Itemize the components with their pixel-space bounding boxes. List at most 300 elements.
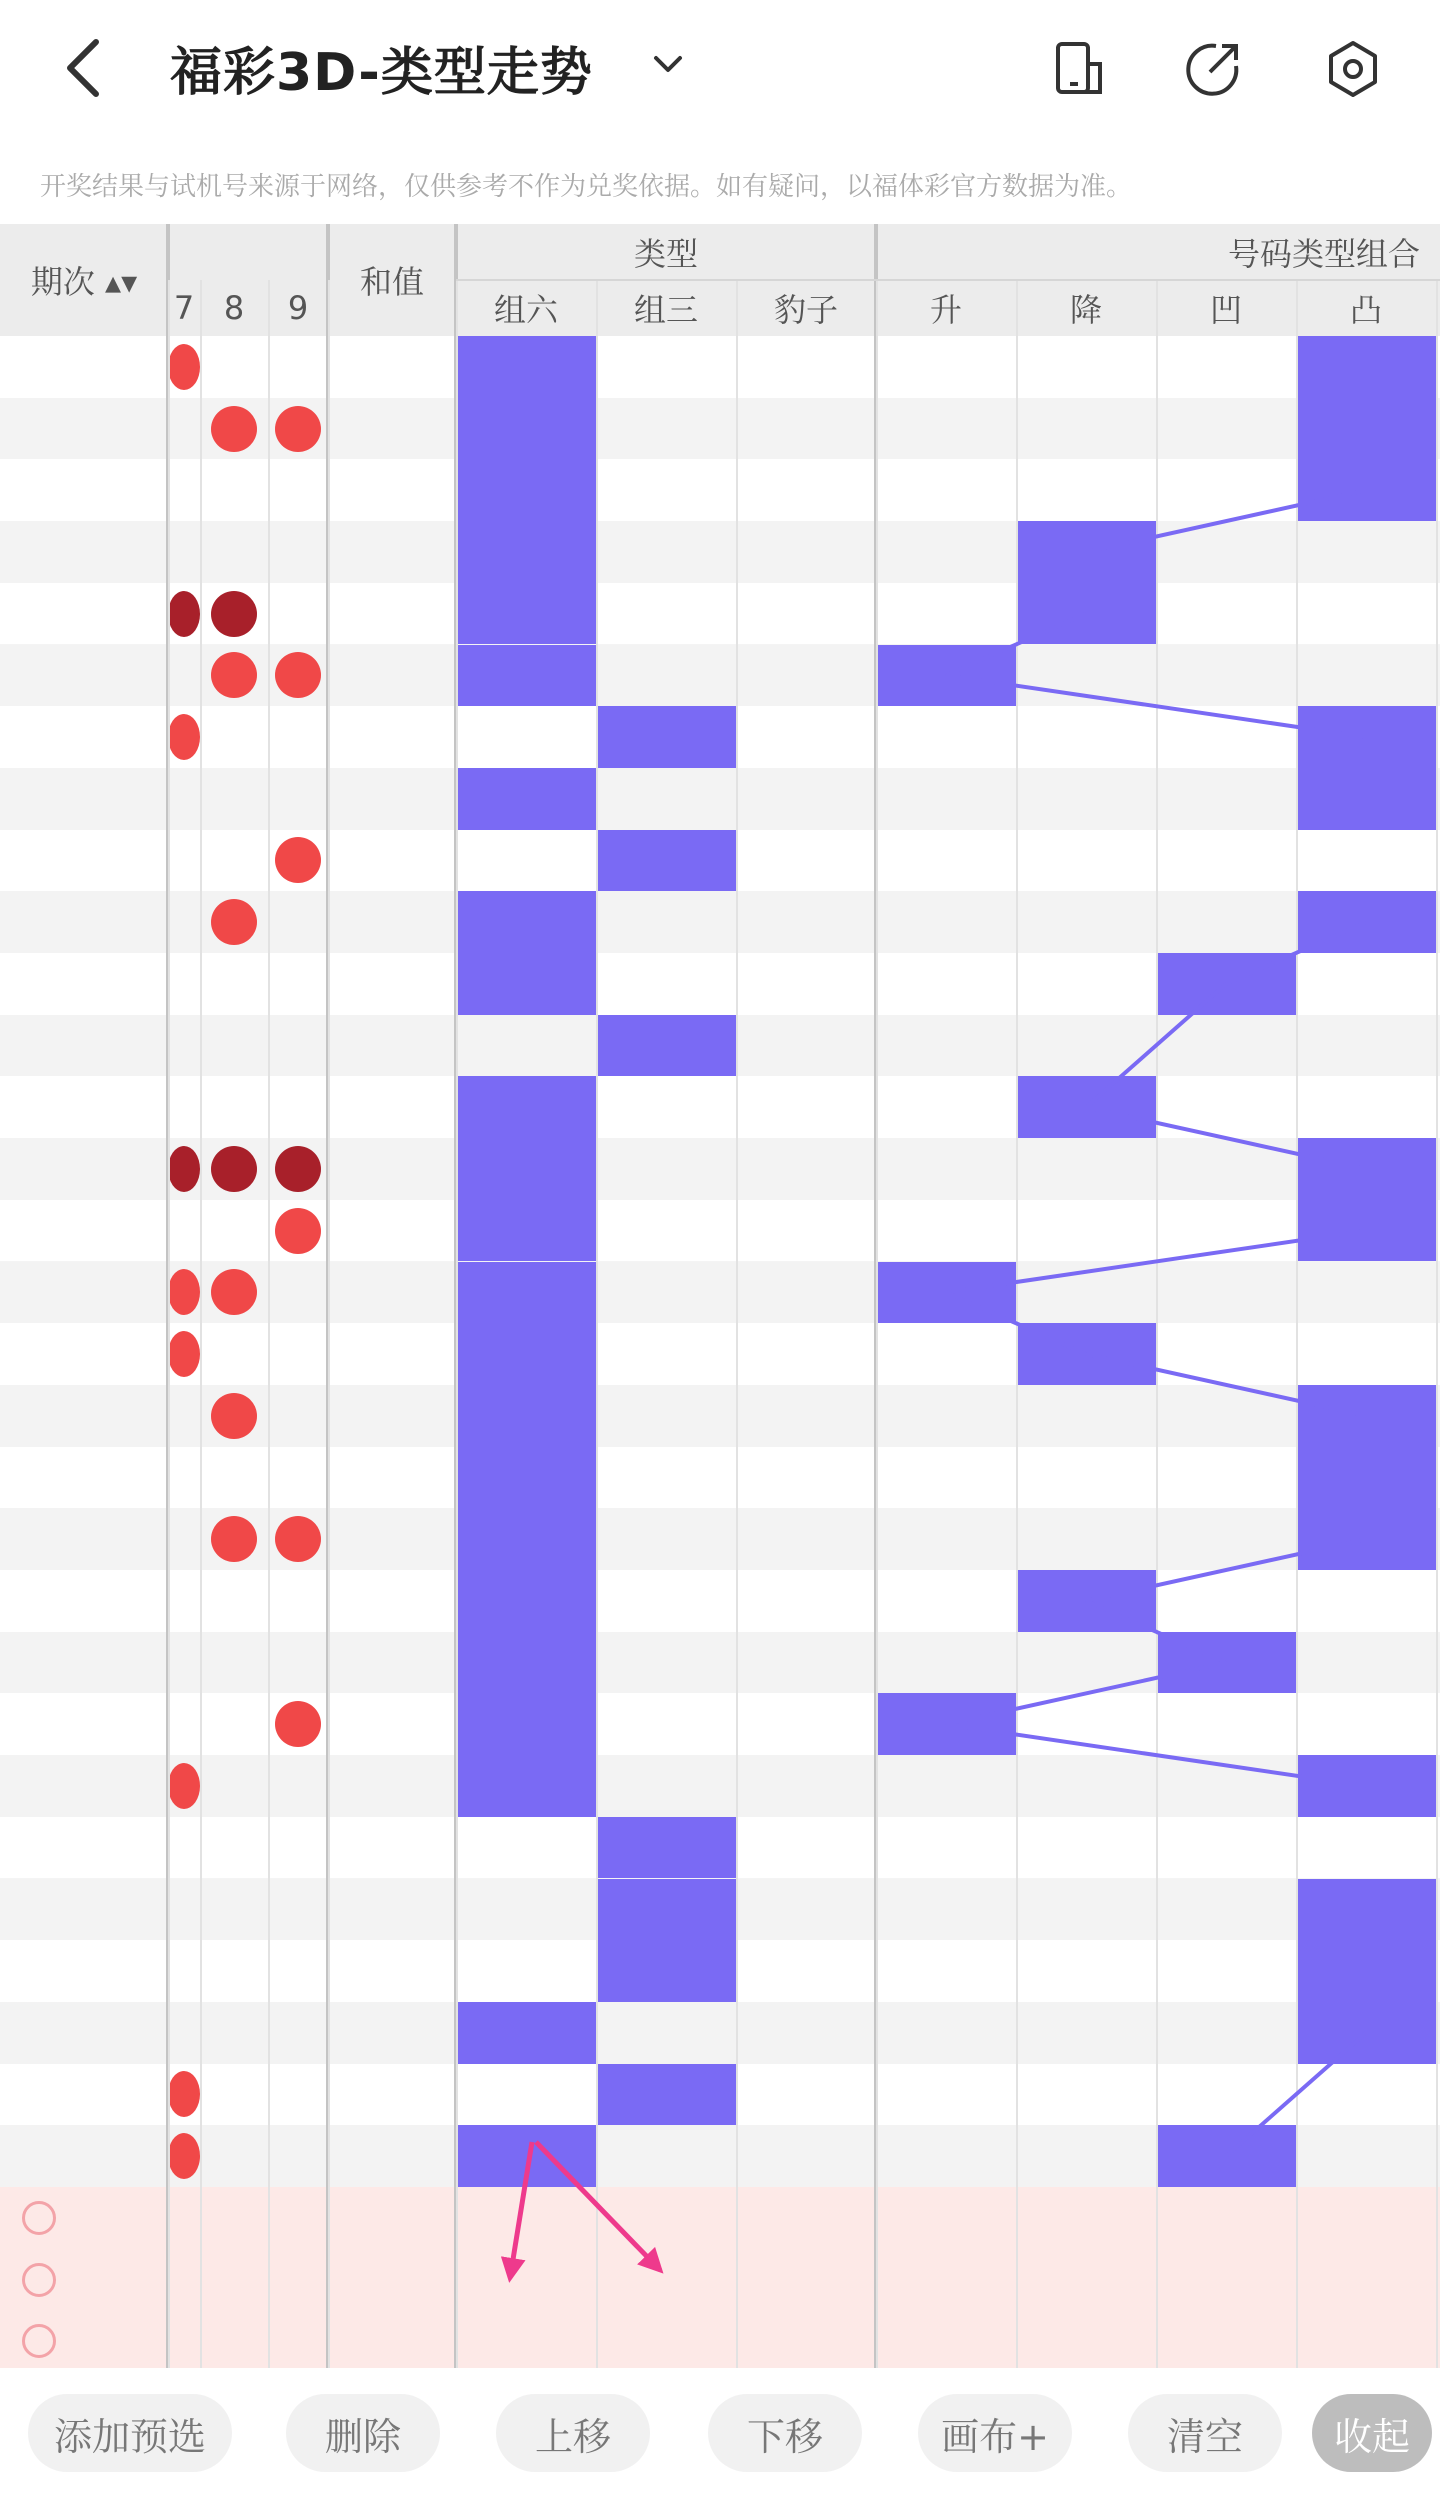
cell-tb: [736, 1879, 876, 1941]
cell-t3: [596, 2002, 736, 2064]
cell-ao: [1156, 1323, 1296, 1385]
cell-t3: [596, 398, 736, 460]
cell-tb: [736, 1817, 876, 1879]
cell-up: [876, 2125, 1016, 2187]
pick-option-d8[interactable]: [200, 2187, 268, 2249]
cell-dn: [1016, 645, 1156, 707]
pick-option-tu[interactable]: [1296, 2187, 1436, 2249]
cell-sum: [328, 2064, 456, 2126]
cell-ao: [1156, 521, 1296, 583]
cell-tu: [1296, 1817, 1436, 1879]
clear-button[interactable]: 清空: [1128, 2394, 1282, 2472]
cell-tb: [736, 1138, 876, 1200]
cell-p: [0, 1940, 168, 2002]
pick-option-t6[interactable]: [456, 2310, 596, 2372]
cell-ao: [1156, 645, 1296, 707]
cell-t3: [596, 1508, 736, 1570]
cell-d9: [268, 2125, 328, 2187]
cell-d8: [200, 2064, 268, 2126]
pick-option-dn[interactable]: [1016, 2310, 1156, 2372]
pick-option-sum[interactable]: [328, 2310, 456, 2372]
cell-divider: [1016, 280, 1018, 2368]
cell-d9: [268, 706, 328, 768]
cell-dn: [1016, 2125, 1156, 2187]
cell-d7: [168, 891, 200, 953]
cell-up: [876, 1323, 1016, 1385]
cell-t6: [456, 2002, 596, 2064]
cell-divider: [456, 280, 458, 2368]
cell-tu: [1296, 1385, 1436, 1447]
header-divider: [456, 279, 1440, 281]
radio-circle-icon[interactable]: [22, 2201, 56, 2235]
cell-p: [0, 1076, 168, 1138]
cell-d7: [168, 1632, 200, 1694]
cell-up: [876, 1817, 1016, 1879]
cell-t3: [596, 1570, 736, 1632]
cell-t3: [596, 1323, 736, 1385]
cell-ao: [1156, 459, 1296, 521]
cell-t6: [456, 1632, 596, 1694]
cell-p: [0, 583, 168, 645]
cell-up: [876, 521, 1016, 583]
pick-option-t3[interactable]: [596, 2187, 736, 2249]
device-icon[interactable]: [1048, 38, 1110, 100]
cell-ao: [1156, 1940, 1296, 2002]
cell-sum: [328, 891, 456, 953]
cell-d7: [168, 2002, 200, 2064]
cell-divider: [1156, 280, 1158, 2368]
pick-option-d9[interactable]: [268, 2187, 328, 2249]
ball-number: [275, 406, 321, 452]
ball-number: [275, 1516, 321, 1562]
page-title[interactable]: 福彩3D-类型走势: [170, 43, 593, 103]
cell-sum: [328, 953, 456, 1015]
cell-p: [0, 706, 168, 768]
cell-ao: [1156, 2064, 1296, 2126]
ball-number: [275, 1146, 321, 1192]
ball-number: [168, 344, 200, 390]
cell-tb: [736, 1508, 876, 1570]
cell-d9: [268, 830, 328, 892]
pick-option-d8[interactable]: [200, 2249, 268, 2311]
cell-d9: [268, 768, 328, 830]
cell-p: [0, 2002, 168, 2064]
cell-t6: [456, 583, 596, 645]
delete-button[interactable]: 删除: [286, 2394, 440, 2472]
cell-d9: [268, 645, 328, 707]
cell-t3: [596, 768, 736, 830]
cell-d9: [268, 398, 328, 460]
cell-t3: [596, 1385, 736, 1447]
back-arrow-icon[interactable]: [60, 38, 110, 98]
cell-d9: [268, 1076, 328, 1138]
cell-sum: [328, 1632, 456, 1694]
cell-t6: [456, 1755, 596, 1817]
cell-t3: [596, 521, 736, 583]
move-down-button[interactable]: 下移: [708, 2394, 862, 2472]
cell-d9: [268, 1755, 328, 1817]
cell-t3: [596, 830, 736, 892]
cell-d9: [268, 1693, 328, 1755]
pick-option-up[interactable]: [876, 2310, 1016, 2372]
cell-dn: [1016, 2064, 1156, 2126]
cell-d7: [168, 1755, 200, 1817]
cell-sum: [328, 1262, 456, 1324]
pick-option-tu[interactable]: [1296, 2310, 1436, 2372]
cell-d9: [268, 1879, 328, 1941]
pick-option-d7[interactable]: [168, 2249, 200, 2311]
disclaimer-notice: 开奖结果与试机号来源于网络，仅供参考不作为兑奖依据。如有疑问，以福体彩官方数据为准。: [40, 172, 1133, 202]
add-preselect-button[interactable]: 添加预选: [28, 2394, 232, 2472]
cell-d9: [268, 891, 328, 953]
cell-up: [876, 583, 1016, 645]
cell-sum: [328, 768, 456, 830]
cell-up: [876, 1879, 1016, 1941]
pick-option-ao[interactable]: [1156, 2310, 1296, 2372]
ball-number: [211, 1516, 257, 1562]
cell-tb: [736, 2125, 876, 2187]
combo-header: 升: [929, 291, 962, 329]
cell-d7: [168, 1879, 200, 1941]
cell-d7: [168, 1508, 200, 1570]
cell-dn: [1016, 830, 1156, 892]
cell-p: [0, 1447, 168, 1509]
cell-tu: [1296, 1940, 1436, 2002]
cell-tb: [736, 1570, 876, 1632]
cell-tb: [736, 1323, 876, 1385]
cell-sum: [328, 1015, 456, 1077]
pick-option-d8[interactable]: [200, 2310, 268, 2372]
cell-tb: [736, 706, 876, 768]
cell-tu: [1296, 1755, 1436, 1817]
combo-group-header: 号码类型组合: [1227, 235, 1420, 273]
cell-ao: [1156, 583, 1296, 645]
cell-t3: [596, 953, 736, 1015]
cell-ao: [1156, 336, 1296, 398]
chevron-down-icon[interactable]: [650, 46, 686, 82]
cell-p: [0, 1817, 168, 1879]
cell-dn: [1016, 1755, 1156, 1817]
cell-dn: [1016, 583, 1156, 645]
cell-tu: [1296, 1138, 1436, 1200]
cell-tu: [1296, 1262, 1436, 1324]
cell-tb: [736, 645, 876, 707]
pick-option-tb[interactable]: [736, 2310, 876, 2372]
cell-t3: [596, 1817, 736, 1879]
move-up-button[interactable]: 上移: [496, 2394, 650, 2472]
cell-tu: [1296, 1200, 1436, 1262]
cell-ao: [1156, 2002, 1296, 2064]
cell-up: [876, 459, 1016, 521]
cell-sum: [328, 1323, 456, 1385]
cell-tb: [736, 521, 876, 583]
cell-up: [876, 1262, 1016, 1324]
cell-d9: [268, 1138, 328, 1200]
cell-tu: [1296, 2125, 1436, 2187]
pick-option-ao[interactable]: [1156, 2249, 1296, 2311]
cell-t6: [456, 1940, 596, 2002]
sum-header: 和值: [359, 263, 424, 301]
cell-divider: [1436, 280, 1438, 2368]
canvas-plus-button[interactable]: 画布+: [918, 2394, 1072, 2472]
cell-d8: [200, 583, 268, 645]
cell-dn: [1016, 1508, 1156, 1570]
cell-tb: [736, 336, 876, 398]
cell-t3: [596, 1879, 736, 1941]
cell-d8: [200, 1755, 268, 1817]
cell-ao: [1156, 2125, 1296, 2187]
cell-tb: [736, 1632, 876, 1694]
cell-d7: [168, 953, 200, 1015]
digit-header-9: 9: [287, 289, 309, 327]
cell-d9: [268, 336, 328, 398]
cell-t3: [596, 1940, 736, 2002]
cell-p: [0, 1632, 168, 1694]
cell-up: [876, 1632, 1016, 1694]
cell-tu: [1296, 1879, 1436, 1941]
cell-d7: [168, 1138, 200, 1200]
cell-t6: [456, 1693, 596, 1755]
cell-d8: [200, 645, 268, 707]
cell-d8: [200, 1385, 268, 1447]
cell-sum: [328, 1138, 456, 1200]
cell-d8: [200, 1940, 268, 2002]
cell-ao: [1156, 1262, 1296, 1324]
cell-d9: [268, 1262, 328, 1324]
cell-tb: [736, 1200, 876, 1262]
cell-t3: [596, 583, 736, 645]
cell-sum: [328, 583, 456, 645]
radio-circle-icon[interactable]: [22, 2263, 56, 2297]
cell-sum: [328, 1940, 456, 2002]
cell-ao: [1156, 1138, 1296, 1200]
cell-d8: [200, 1632, 268, 1694]
type-header: 组六: [493, 291, 558, 329]
cell-tu: [1296, 706, 1436, 768]
cell-ao: [1156, 891, 1296, 953]
ball-number: [211, 899, 257, 945]
cell-dn: [1016, 1323, 1156, 1385]
cell-t6: [456, 1817, 596, 1879]
cell-d9: [268, 1940, 328, 2002]
cell-tu: [1296, 1447, 1436, 1509]
cell-sum: [328, 1200, 456, 1262]
cell-ao: [1156, 1755, 1296, 1817]
pick-option-dn[interactable]: [1016, 2249, 1156, 2311]
pick-option-d7[interactable]: [168, 2310, 200, 2372]
type-group-header: 类型: [633, 235, 698, 273]
cell-dn: [1016, 1262, 1156, 1324]
collapse-button[interactable]: 收起: [1312, 2394, 1432, 2472]
ball-number: [211, 406, 257, 452]
cell-dn: [1016, 521, 1156, 583]
cell-tb: [736, 1262, 876, 1324]
pick-option-tb[interactable]: [736, 2187, 876, 2249]
cell-up: [876, 1755, 1016, 1817]
cell-t6: [456, 2125, 596, 2187]
cell-ao: [1156, 1570, 1296, 1632]
cell-dn: [1016, 706, 1156, 768]
cell-sum: [328, 398, 456, 460]
cell-t6: [456, 459, 596, 521]
cell-sum: [328, 1385, 456, 1447]
cell-dn: [1016, 2002, 1156, 2064]
pick-option-d9[interactable]: [268, 2249, 328, 2311]
pick-option-up[interactable]: [876, 2249, 1016, 2311]
pick-option-t6[interactable]: [456, 2187, 596, 2249]
cell-p: [0, 336, 168, 398]
cell-p: [0, 953, 168, 1015]
ball-number: [211, 1393, 257, 1439]
cell-t6: [456, 398, 596, 460]
cell-d7: [168, 1200, 200, 1262]
cell-d7: [168, 1693, 200, 1755]
cell-t3: [596, 645, 736, 707]
cell-p: [0, 1693, 168, 1755]
cell-d9: [268, 2002, 328, 2064]
cell-dn: [1016, 459, 1156, 521]
cell-d7: [168, 583, 200, 645]
pick-row-label[interactable]: [0, 2249, 168, 2311]
ball-number: [168, 1331, 200, 1377]
cell-up: [876, 1447, 1016, 1509]
pick-option-tu[interactable]: [1296, 2249, 1436, 2311]
cell-tu: [1296, 459, 1436, 521]
cell-t6: [456, 891, 596, 953]
cell-divider: [328, 280, 330, 2368]
cell-t6: [456, 1570, 596, 1632]
cell-d8: [200, 1323, 268, 1385]
cell-tu: [1296, 1015, 1436, 1077]
cell-d8: [200, 1570, 268, 1632]
cell-d8: [200, 1262, 268, 1324]
ball-number: [168, 1269, 200, 1315]
cell-d8: [200, 768, 268, 830]
cell-t6: [456, 1447, 596, 1509]
cell-up: [876, 1200, 1016, 1262]
cell-ao: [1156, 1693, 1296, 1755]
cell-t6: [456, 336, 596, 398]
cell-t6: [456, 1138, 596, 1200]
cell-tu: [1296, 398, 1436, 460]
cell-t3: [596, 1076, 736, 1138]
cell-tb: [736, 891, 876, 953]
cell-tb: [736, 583, 876, 645]
cell-up: [876, 1076, 1016, 1138]
cell-t6: [456, 768, 596, 830]
pick-option-t6[interactable]: [456, 2249, 596, 2311]
cell-p: [0, 1323, 168, 1385]
cell-d7: [168, 1076, 200, 1138]
cell-ao: [1156, 1508, 1296, 1570]
trend-table: [0, 224, 1440, 2368]
cell-tb: [736, 459, 876, 521]
cell-tb: [736, 830, 876, 892]
ball-number: [168, 1146, 200, 1192]
cell-ao: [1156, 1632, 1296, 1694]
cell-t6: [456, 1879, 596, 1941]
ball-number: [168, 2071, 200, 2117]
cell-d9: [268, 583, 328, 645]
cell-p: [0, 459, 168, 521]
pick-option-dn[interactable]: [1016, 2187, 1156, 2249]
cell-up: [876, 830, 1016, 892]
cell-sum: [328, 1570, 456, 1632]
cell-dn: [1016, 1693, 1156, 1755]
cell-d7: [168, 398, 200, 460]
pick-row-label[interactable]: [0, 2310, 168, 2372]
cell-sum: [328, 1755, 456, 1817]
pick-option-d9[interactable]: [268, 2310, 328, 2372]
cell-up: [876, 706, 1016, 768]
pick-option-d7[interactable]: [168, 2187, 200, 2249]
digit-header-8: 8: [223, 289, 245, 327]
cell-ao: [1156, 1385, 1296, 1447]
cell-dn: [1016, 1817, 1156, 1879]
cell-tb: [736, 1940, 876, 2002]
pick-option-up[interactable]: [876, 2187, 1016, 2249]
cell-dn: [1016, 891, 1156, 953]
cell-divider: [1296, 280, 1298, 2368]
cell-up: [876, 891, 1016, 953]
cell-d7: [168, 645, 200, 707]
ball-number: [275, 1701, 321, 1747]
cell-dn: [1016, 1200, 1156, 1262]
cell-up: [876, 645, 1016, 707]
cell-tu: [1296, 1570, 1436, 1632]
cell-sum: [328, 1693, 456, 1755]
settings-icon[interactable]: [1322, 38, 1384, 100]
cell-t6: [456, 1262, 596, 1324]
cell-divider: [736, 280, 738, 2368]
pick-option-sum[interactable]: [328, 2249, 456, 2311]
pick-option-t3[interactable]: [596, 2249, 736, 2311]
ball-number: [168, 714, 200, 760]
share-icon[interactable]: [1182, 38, 1244, 100]
pick-option-ao[interactable]: [1156, 2187, 1296, 2249]
cell-up: [876, 2064, 1016, 2126]
pick-option-tb[interactable]: [736, 2249, 876, 2311]
cell-d8: [200, 706, 268, 768]
cell-p: [0, 521, 168, 583]
cell-up: [876, 953, 1016, 1015]
cell-up: [876, 1138, 1016, 1200]
cell-up: [876, 1385, 1016, 1447]
period-header[interactable]: 期次 ▴▾: [30, 263, 138, 301]
cell-p: [0, 1138, 168, 1200]
cell-d7: [168, 830, 200, 892]
cell-sum: [328, 336, 456, 398]
cell-d8: [200, 1138, 268, 1200]
cell-t6: [456, 521, 596, 583]
cell-t6: [456, 1076, 596, 1138]
cell-t3: [596, 1755, 736, 1817]
cell-up: [876, 336, 1016, 398]
cell-tu: [1296, 1632, 1436, 1694]
cell-tu: [1296, 891, 1436, 953]
cell-dn: [1016, 1385, 1156, 1447]
pick-option-t3[interactable]: [596, 2310, 736, 2372]
radio-circle-icon[interactable]: [22, 2324, 56, 2358]
cell-t3: [596, 1262, 736, 1324]
cell-d8: [200, 1508, 268, 1570]
cell-dn: [1016, 768, 1156, 830]
cell-tb: [736, 2064, 876, 2126]
pick-row-label[interactable]: [0, 2187, 168, 2249]
pick-option-sum[interactable]: [328, 2187, 456, 2249]
cell-p: [0, 830, 168, 892]
cell-d8: [200, 1200, 268, 1262]
